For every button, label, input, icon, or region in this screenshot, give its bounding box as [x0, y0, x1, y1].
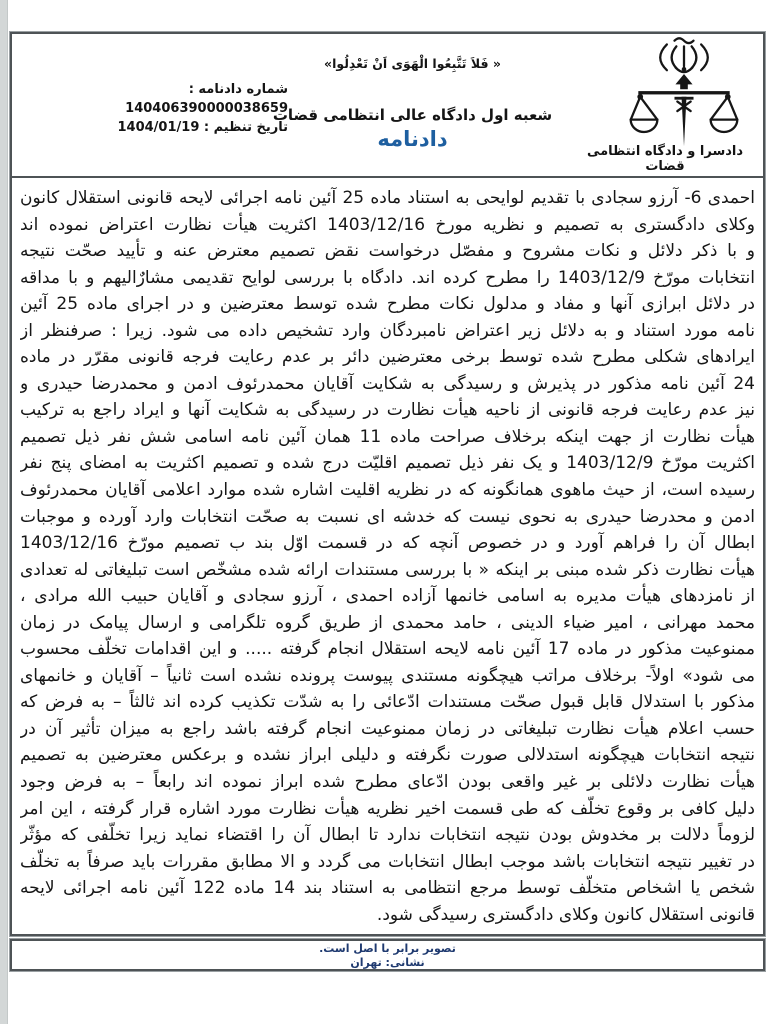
- date-value: 1404/01/19: [117, 120, 200, 135]
- ruling-text-line: مذکور با استدلال قابل قبول صحّت مستندات ادّعائی را به شدّت تکذیب کرده اند ثالثاً – به فرض که: [20, 692, 755, 713]
- ruling-text-line: در دلائل ابرازی آنها و مفاد و مدلول نکات مطرح شده توسط معترضین و در اجرای ماده 25 آئین: [20, 294, 755, 315]
- ruling-text-line: قانونی استقلال کانون وکلای دادگستری رسیدگی شود.: [376, 904, 755, 925]
- ruling-text-line: لزوماً دلالت بر مخدوش بودن نتیجه انتخابات ندارد تا ابطال آن را اقتضاء نماید زیرا تخلّفی که مؤثّر: [20, 825, 755, 846]
- ruling-text-line: رسیده است، از حیث ماهوی همانگونه که در نظریه اقلیت اشاره شده موارد اعلامی آقایان محمدرئوف: [20, 480, 755, 501]
- case-number-label: شماره دادنامه :: [188, 82, 288, 97]
- ruling-text-line: ادمن و محدرضا حیدری به نحوی نیست که خدشه ای نسبت به صحّت انتخابات وارد آورده و موجبات: [20, 506, 755, 527]
- ruling-text-line: احمدی 6- آرزو سجادی با تقدیم لوایحی به استناد ماده 25 آئین نامه اجرائی لایحه قانونی استقلال کانون: [20, 188, 755, 208]
- ruling-text-line: هیأت نظارت دلائلی بر غیر واقعی بودن ادّعای مطرح شده ابراز نموده اند رابعاً – به فرض وجود: [20, 772, 755, 793]
- ruling-text-line: نامه مورد استناد و به دلائل زیر اعتراض نامبردگان وارد تشخیص داده می شود. زیرا : صرفنظر از: [20, 320, 755, 341]
- ruling-text-line: در تغییر نتیجه انتخابات باشد موجب ابطال انتخابات می گردد و الا مطابق مقررات باید صرفاً به تخلّف: [20, 851, 755, 872]
- certification-note: تصویر برابر با اصل است.: [319, 942, 456, 955]
- ruling-text-line: 24 آئین نامه مذکور در پذیرش و رسیدگی به شکایت آقایان محمدرئوف ادمن و محمدرضا حیدری و: [20, 373, 755, 394]
- document-title: دادنامه: [377, 127, 448, 151]
- court-ruling-document: [10, 32, 765, 936]
- ruling-text-line: دلیل کافی بر وقوع تخلّف که طی قسمت اخیر نظریه هیأت نظارت مورد اشاره قرار گرفته ، این امر: [20, 798, 755, 819]
- ruling-text-line: هیأت نظارت از جهت اینکه برخلاف صراحت ماده 11 همان آئین نامه اسامی شش نفر ذیل تصمیم: [20, 426, 755, 447]
- case-number-value: 140406390000038659: [125, 101, 288, 116]
- ruling-text-line: ابطال آن را فراهم آورد و در خصوص آنچه که در قسمت اوّل بند ب تصمیم مورّخ 1403/12/16: [20, 533, 755, 554]
- ruling-text-line: می شود» اولاً- برخلاف مراتب هیچگونه مستندی پیوست پرونده نشده است ثانیاً – آقایان و خانمهای: [20, 665, 755, 686]
- ruling-text-line: نتیجه انتخابات هیچگونه استدلالی صورت نگرفته و دلیلی ابراز نشده و برعکس معترضین به تصمیم: [20, 745, 755, 766]
- date-label: تاریخ تنظیم :: [203, 120, 288, 135]
- header-center-column: [192, 106, 633, 151]
- scales-of-justice-icon: [625, 34, 743, 152]
- ruling-text-line: و با ذکر دلائل و نکات مشروح و مفصّل درخواست نقض تصمیم معترض عنه و تأیید صحّت نتیجه: [20, 241, 755, 262]
- organization-name: دادسرا و دادگاه انتظامی قضات: [586, 144, 744, 174]
- ruling-text-line: وکلای دادگستری به تصمیم و نظریه مورخ 1403/12/16 اکثریت هیأت نظارت اعتراض نموده اند: [20, 214, 755, 235]
- certification-footer: [10, 939, 765, 971]
- court-branch-title: شعبه اول دادگاه عالی انتظامی قضات: [272, 106, 553, 124]
- scan-edge-artifact: [0, 0, 8, 1024]
- ruling-text-line: محمد مهرانی ، امیر ضیاء الدینی ، حامد محمدی از طریق گروه تلگرامی و ارسال پیامک در زمان: [20, 612, 755, 633]
- ruling-text-line: اکثریت مورّخ 1403/12/9 و یک نفر ذیل تصمیم اقلیّت درج شده و تصمیم اکثریت به امضای پنج نفر: [20, 453, 755, 474]
- ruling-text-line: حسب اعلام هیأت نظارت تبلیغاتی در زمان ممنوعیت انجام گرفته باشد راجع به میزان تأثیر آن در: [20, 718, 755, 739]
- judiciary-emblem: [623, 34, 745, 154]
- ruling-text-line: ایرادهای شکلی مطرح شده توسط برخی معترضین دائر بر عدم رعایت فرجه قانونی مقرّر در ماده: [20, 347, 755, 368]
- ruling-text-line: ممنوعیت مذکور در ماده 17 آئین نامه لایحه استقلال انجام گرفته ..... و این اقدامات تخلّف محسوب: [20, 639, 755, 660]
- ruling-body-text: [12, 178, 763, 934]
- address-line: نشانی: تهران: [350, 955, 425, 969]
- ruling-text-line: نیز عدم رعایت فرجه قانونی از ناحیه هیأت نظارت در رسیدگی به شکایت آنها و ایراد راجع به ترکیب: [20, 400, 755, 421]
- ruling-text-line: هیأت نظارت ذکر شده مبنی بر اینکه « با بررسی مستندات ارائه شده مشخّص است تبلیغاتی له تعدادی: [20, 559, 755, 580]
- ruling-text-line: شخص یا اشخاص متخلّف توسط مرجع انتظامی به استناد بند 14 ماده 122 آئین نامه اجرائی لایحه: [20, 878, 755, 899]
- document-header: [12, 34, 763, 178]
- ruling-text-line: انتخابات مورّخ 1403/12/9 را مطرح کرده اند. دادگاه با بررسی لوایح تقدیمی مشارٌالیهم و با مداقه: [20, 267, 755, 288]
- ruling-text-line: از نامزدهای هیأت مدیره به اسامی خانمها آزاده احمدی ، آرزو سجادی و آقایان حبیب الله مرادی ،: [20, 586, 755, 607]
- quranic-quote: «فَلاَ تَتَّبِعُوا الْهَوَی اَنْ تَعْدِلُوا »: [324, 56, 501, 71]
